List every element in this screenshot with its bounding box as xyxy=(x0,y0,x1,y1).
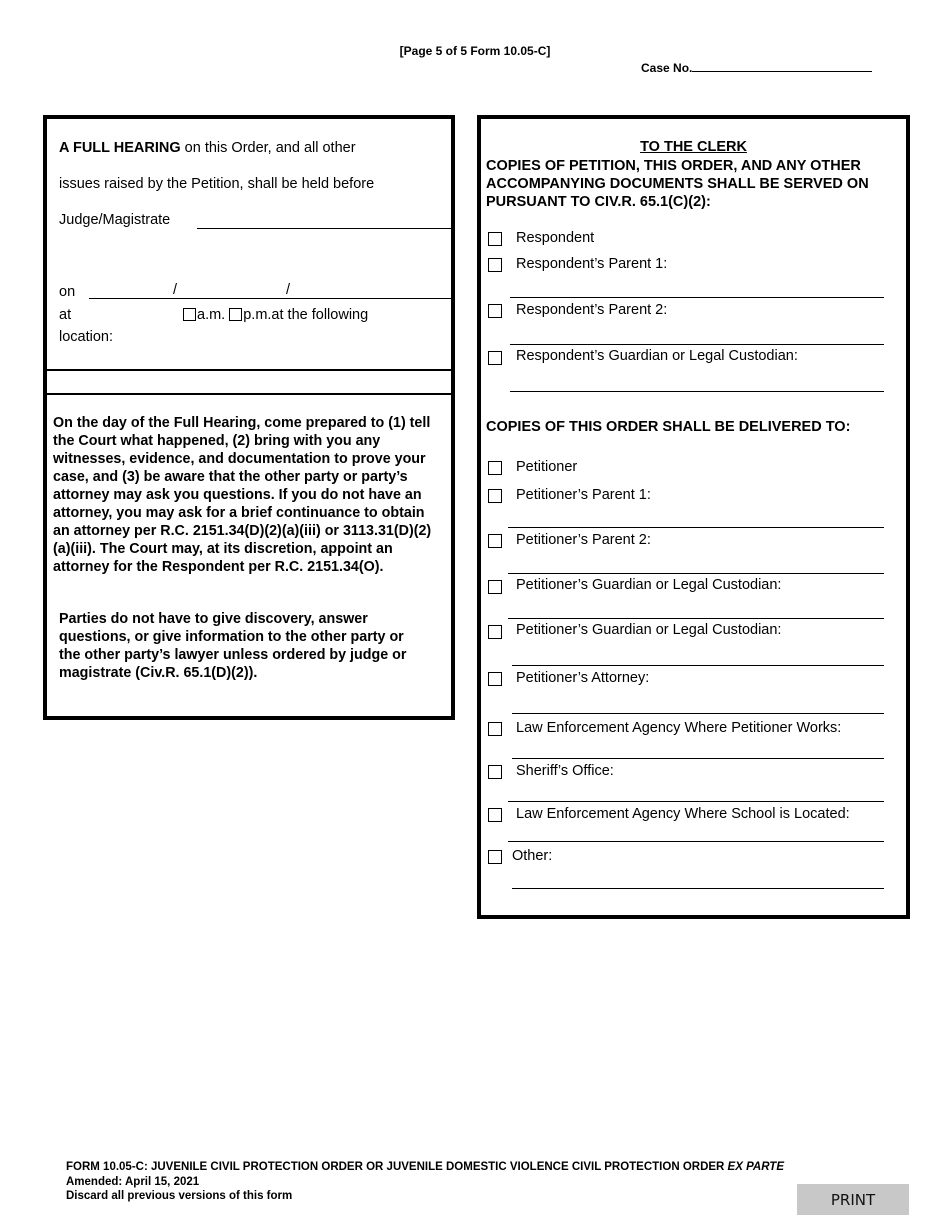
respondent-checkbox[interactable] xyxy=(488,232,502,246)
petitioner-attorney-checkbox[interactable] xyxy=(488,672,502,686)
sheriff-office-field[interactable] xyxy=(508,801,884,802)
petitioner-parent1-checkbox[interactable] xyxy=(488,489,502,503)
discard-notice: Discard all previous versions of this form xyxy=(66,1190,293,1202)
on-label: on xyxy=(59,284,76,300)
law-enforcement-school-field[interactable] xyxy=(508,841,884,842)
hearing-box xyxy=(43,115,455,720)
petitioner-parent1-label: Petitioner’s Parent 1: xyxy=(516,487,651,503)
discovery-notice: Parties do not have to give discovery, answer questions, or give information to the other party or the other party’s lawyer unless ordered by judge or magistrate (Civ.R. 65.1(D)(2)). xyxy=(59,611,407,681)
judge-label: Judge/Magistrate xyxy=(59,212,171,228)
law-enforcement-school-label: Law Enforcement Agency Where School is Located: xyxy=(516,806,850,822)
petitioner-attorney-field[interactable] xyxy=(512,713,884,714)
respondent-parent2-field[interactable] xyxy=(510,344,884,345)
hearing-date-field[interactable] xyxy=(89,298,451,299)
law-enforcement-work-label: Law Enforcement Agency Where Petitioner Works: xyxy=(516,720,842,736)
petitioner-guardian1-field[interactable] xyxy=(508,618,884,619)
case-number-label: Case No. xyxy=(641,61,693,75)
petitioner-parent2-checkbox[interactable] xyxy=(488,534,502,548)
hearing-line-1: A FULL HEARING on this Order, and all other xyxy=(59,140,356,156)
other-field[interactable] xyxy=(512,888,884,889)
judge-field[interactable] xyxy=(197,228,451,229)
petitioner-guardian2-field[interactable] xyxy=(512,665,884,666)
location-label: location: xyxy=(59,329,114,345)
other-label: Other: xyxy=(512,848,553,864)
petitioner-guardian1-checkbox[interactable] xyxy=(488,580,502,594)
divider xyxy=(47,393,451,395)
petitioner-attorney-label: Petitioner’s Attorney: xyxy=(516,670,650,686)
respondent-label: Respondent xyxy=(516,230,595,246)
petitioner-guardian1-label: Petitioner’s Guardian or Legal Custodian: xyxy=(516,577,782,593)
petitioner-checkbox[interactable] xyxy=(488,461,502,475)
respondent-parent2-checkbox[interactable] xyxy=(488,304,502,318)
petitioner-parent2-field[interactable] xyxy=(508,573,884,574)
pm-checkbox[interactable] xyxy=(229,308,242,321)
time-ampm xyxy=(183,307,368,323)
other-checkbox[interactable] xyxy=(488,850,502,864)
respondent-parent1-checkbox[interactable] xyxy=(488,258,502,272)
amended-date: Amended: April 15, 2021 xyxy=(66,1175,200,1188)
respondent-parent1-label: Respondent’s Parent 1: xyxy=(516,256,668,272)
law-enforcement-work-field[interactable] xyxy=(512,758,884,759)
hearing-instructions: On the day of the Full Hearing, come prepared to (1) tell the Court what happened, (2) bring with you any witnesses, evidence, and documentation to prove your case, and (3) be aware that the other party or party’s attorney may ask you questions. If you do not have an attorney, you may ask for a brief continuance to obtain an attorney per R.C. 2151.34(D)(2)(a)(iii) or 3113.31(D)(2)(a)(iii). The Court may, at its discretion, appoint an attorney for the Respondent per R.C. 2151.34(O). xyxy=(53,415,432,575)
full-hearing-title: A FULL HEARING xyxy=(59,140,181,156)
print-button[interactable]: PRINT xyxy=(797,1184,909,1215)
at-label: at xyxy=(59,307,72,323)
sheriff-office-checkbox[interactable] xyxy=(488,765,502,779)
served-heading: COPIES OF PETITION, THIS ORDER, AND ANY OTHER ACCOMPANYING DOCUMENTS SHALL BE SERVED ON PURSUANT TO CIV.R. 65.1(C)(2): xyxy=(486,158,869,210)
respondent-guardian-field[interactable] xyxy=(510,391,884,392)
clerk-title: TO THE CLERK xyxy=(640,139,747,155)
date-separator: / xyxy=(286,282,291,298)
hearing-line-2: issues raised by the Petition, shall be held before xyxy=(59,176,375,192)
law-enforcement-work-checkbox[interactable] xyxy=(488,722,502,736)
petitioner-label: Petitioner xyxy=(516,459,578,475)
date-separator: / xyxy=(173,282,178,298)
am-checkbox[interactable] xyxy=(183,308,196,321)
form-title: FORM 10.05-C: JUVENILE CIVIL PROTECTION ORDER OR JUVENILE DOMESTIC VIOLENCE CIVIL PROTECTION ORDER EX PARTE xyxy=(66,1161,784,1173)
case-number xyxy=(641,59,872,75)
respondent-guardian-checkbox[interactable] xyxy=(488,351,502,365)
case-number-field[interactable] xyxy=(692,59,872,72)
law-enforcement-school-checkbox[interactable] xyxy=(488,808,502,822)
pm-label: p.m.at the following xyxy=(243,307,369,323)
sheriff-office-label: Sheriff’s Office: xyxy=(516,763,614,779)
petitioner-parent1-field[interactable] xyxy=(508,527,884,528)
divider xyxy=(47,369,451,371)
form-footer xyxy=(66,1160,784,1204)
am-label: a.m. xyxy=(197,307,226,323)
respondent-parent2-label: Respondent’s Parent 2: xyxy=(516,302,668,318)
petitioner-guardian2-checkbox[interactable] xyxy=(488,625,502,639)
petitioner-parent2-label: Petitioner’s Parent 2: xyxy=(516,532,651,548)
respondent-parent1-field[interactable] xyxy=(510,297,884,298)
respondent-guardian-label: Respondent’s Guardian or Legal Custodian: xyxy=(516,348,798,364)
petitioner-guardian2-label: Petitioner’s Guardian or Legal Custodian: xyxy=(516,622,782,638)
page-indicator: [Page 5 of 5 Form 10.05-C] xyxy=(399,44,551,58)
clerk-box xyxy=(477,115,910,919)
delivered-heading: COPIES OF THIS ORDER SHALL BE DELIVERED TO: xyxy=(486,419,851,435)
